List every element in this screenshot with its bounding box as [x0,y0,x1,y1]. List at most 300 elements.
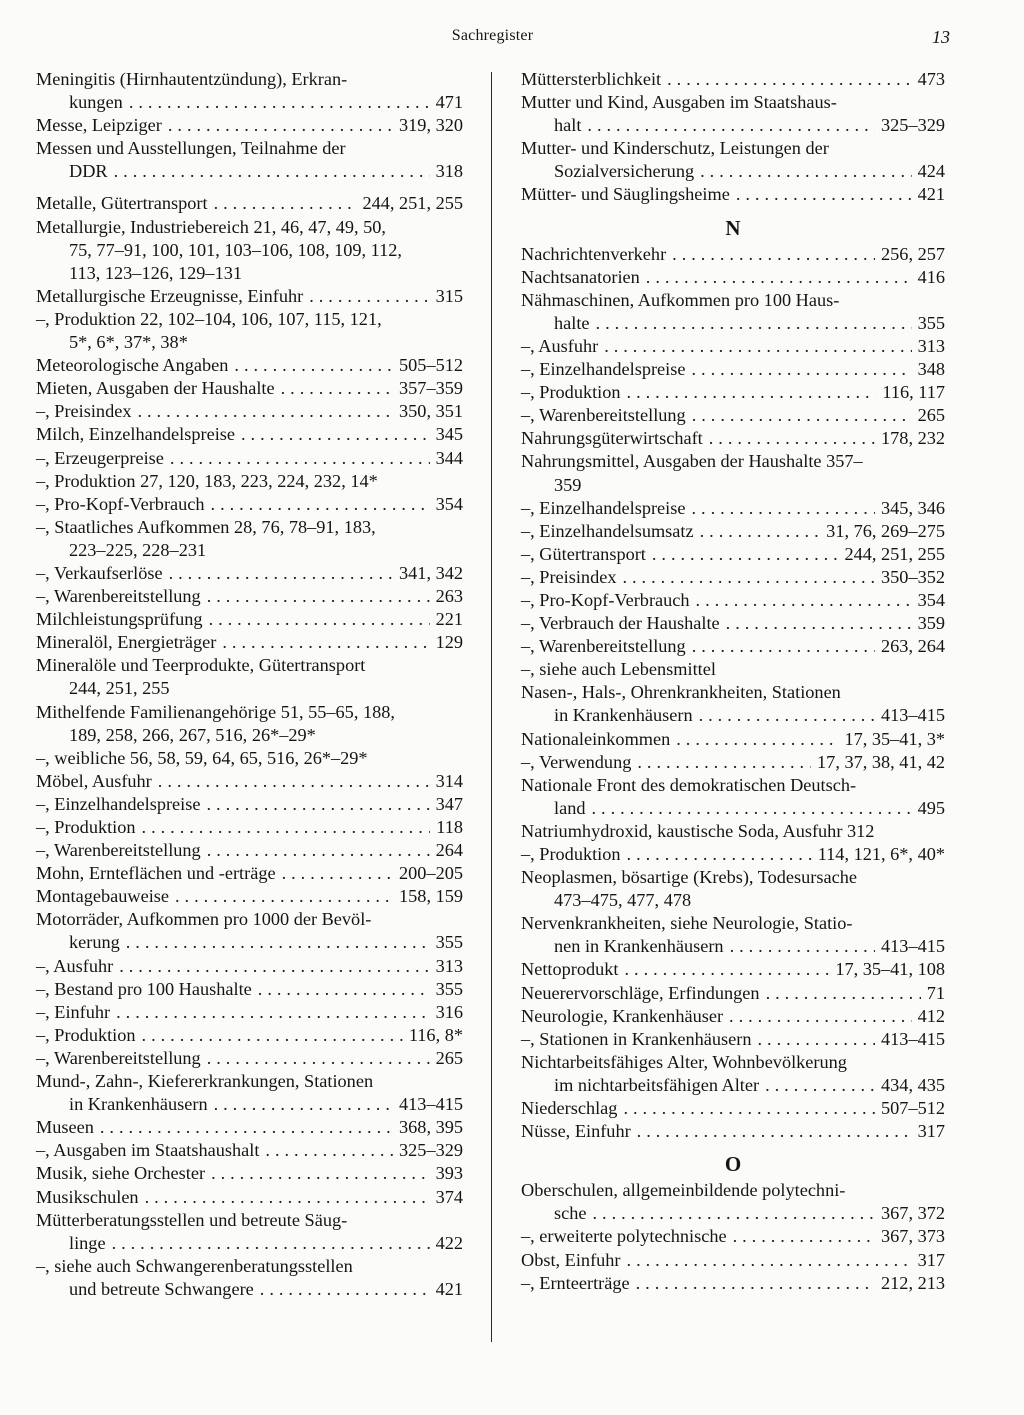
index-entry-pages: 116, 8* [408,1024,463,1045]
index-entry-term: kungen [69,92,123,113]
index-entry [36,839,463,862]
index-entry-pages: 265 [917,405,945,426]
index-entry-continuation [36,1278,463,1301]
dot-leader [158,770,430,793]
index-entry-pages: 178, 232 [881,428,945,449]
dot-leader [604,335,911,358]
index-entry-pages: 318 [435,161,463,182]
index-entry [36,885,463,908]
dot-leader [258,978,430,1001]
index-entry-pages: 317 [917,1121,945,1142]
index-entry-pages: 350–352 [881,566,945,587]
index-entry-pages: 314 [435,770,463,791]
index-entry-pages: 264 [435,840,463,861]
index-entry [36,747,463,770]
index-entry [36,1024,463,1047]
index-entry-continuation [36,539,463,562]
index-entry-pages: 507–512 [881,1098,945,1119]
index-column-right [521,68,945,1295]
index-entry-term: –, Pro-Kopf-Verbrauch [36,493,205,514]
index-entry [36,447,463,470]
index-entry-term: –, Stationen in Krankenhäusern [521,1028,752,1049]
index-entry-term: –, Pro-Kopf-Verbrauch [521,589,690,610]
index-entry-continuation [36,331,463,354]
index-entry-term: Möbel, Ausfuhr [36,770,152,791]
index-entry-term: –, Warenbereitstellung [521,405,686,426]
index-entry-pages: 416 [917,266,945,287]
dot-leader [691,358,911,381]
index-entry [521,866,945,889]
index-entry-term: Natriumhydroxid, kaustische Soda, Ausfuhr 312 [521,820,875,841]
index-entry-continuation [36,262,463,285]
index-entry [521,543,945,566]
index-entry-pages: 421 [435,1278,463,1299]
index-entry-pages: 200–205 [399,863,463,884]
index-entry-term: Motorräder, Aufkommen pro 1000 der Bevöl- [36,909,372,930]
index-entry [36,192,463,215]
index-entry [521,1097,945,1120]
index-entry-pages: 368, 395 [399,1117,463,1138]
index-entry-term: 113, 123–126, 129–131 [69,262,242,283]
dot-leader [692,404,912,427]
index-entry-continuation [521,160,945,183]
index-entry-term: Mutter- und Kinderschutz, Leistungen der [521,138,829,159]
index-entry-term: 359 [554,474,582,495]
index-entry [521,266,945,289]
index-entry [521,335,945,358]
index-entry-term: –, Verbrauch der Haushalte [521,613,720,634]
dot-leader [623,1097,875,1120]
index-entry-term: Neoplasmen, bösartige (Krebs), Todesursache [521,867,857,888]
index-entry-continuation [521,797,945,820]
index-entry-term: –, Ausgaben im Staatshaushalt [36,1140,260,1161]
dot-leader [622,566,875,589]
index-entry-pages: 393 [435,1163,463,1184]
index-entry-pages: 348 [917,359,945,380]
index-entry-pages: 116, 117 [882,382,945,403]
index-entry-term: Montagebauweise [36,886,170,907]
dot-leader [168,114,393,137]
index-entry-term: –, Verwendung [521,751,632,772]
index-entry-term: nen in Krankenhäusern [554,936,724,957]
index-entry [521,358,945,381]
index-entry [521,289,945,312]
index-entry-pages: 412 [917,1005,945,1026]
index-entry-pages: 374 [435,1186,463,1207]
section-letter-heading: O [724,1152,742,1177]
index-entry [36,1116,463,1139]
index-entry-term: Musikschulen [36,1186,139,1207]
dot-leader [591,797,911,820]
index-entry-term: land [554,797,586,818]
index-entry-pages: 256, 257 [881,243,945,264]
index-entry-term: –, Gütertransport [521,543,646,564]
index-entry [521,497,945,520]
index-entry [521,566,945,589]
index-entry [521,958,945,981]
index-entry-continuation [521,114,945,137]
index-entry [36,216,463,239]
index-entry [521,427,945,450]
index-entry-pages: 31, 76, 269–275 [826,520,945,541]
dot-leader [169,562,393,585]
index-entry-term: –, Staatliches Aufkommen 28, 76, 78–91, 183, [36,516,376,537]
index-entry-term: halte [554,312,590,333]
index-entry-pages: 413–415 [881,705,945,726]
index-entry-term: Nahrungsgüterwirtschaft [521,428,703,449]
index-entry [521,843,945,866]
index-entry [521,728,945,751]
index-entry-term: Meningitis (Hirnhautentzündung), Erkran- [36,69,348,89]
dot-leader [211,493,430,516]
index-entry-term: –, Erzeugerpreise [36,447,164,468]
index-entry [521,774,945,797]
dot-leader [587,114,875,137]
index-entry-pages: 424 [917,161,945,182]
dot-leader [627,1249,912,1272]
index-entry-pages: 413–415 [881,936,945,957]
index-entry-term: Nüsse, Einfuhr [521,1121,631,1142]
index-entry-pages: 221 [435,609,463,630]
index-entry [36,1186,463,1209]
index-entry [36,770,463,793]
index-entry-pages: 421 [917,184,945,205]
index-entry-term: –, Bestand pro 100 Haushalte [36,978,252,999]
index-entry-pages: 367, 372 [881,1203,945,1224]
index-entry-term: Nachrichtenverkehr [521,243,667,264]
index-entry-term: Museen [36,1117,94,1138]
dot-leader [652,543,839,566]
index-entry-term: Milchleistungsprüfung [36,609,203,630]
index-entry [521,1249,945,1272]
index-entry-continuation [36,931,463,954]
index-entry [36,562,463,585]
index-entry-term: –, siehe auch Schwangerenberatungsstellen [36,1255,353,1276]
index-entry-term: in Krankenhäusern [69,1094,208,1115]
index-entry-pages: 413–415 [399,1094,463,1115]
index-entry-term: Milch, Einzelhandelspreise [36,424,235,445]
index-entry [36,1255,463,1278]
index-entry-term: Metallurgische Erzeugnisse, Einfuhr [36,285,304,306]
index-entry-term: Mithelfende Familienangehörige 51, 55–65, 188, [36,701,395,722]
index-entry-pages: 341, 342 [399,562,463,583]
index-entry-term: –, Preisindex [521,566,617,587]
index-entry-term: –, Einfuhr [36,1001,111,1022]
index-entry [36,308,463,331]
dot-leader [282,862,393,885]
index-entry [36,493,463,516]
index-entry-pages: 316 [435,1001,463,1022]
dot-leader [211,1162,430,1185]
index-entry-pages: 347 [435,793,463,814]
index-entry-term: Nationale Front des demokratischen Deutsch- [521,774,857,795]
index-entry-term: Neuerervorschläge, Erfindungen [521,982,760,1003]
index-entry [521,1179,945,1202]
dot-leader [145,1186,430,1209]
index-entry [521,1028,945,1051]
dot-leader [281,377,393,400]
index-entry-continuation [36,724,463,747]
index-entry-pages: 505–512 [399,355,463,376]
dot-leader [100,1116,393,1139]
index-entry-pages: 325–329 [881,115,945,136]
index-entry [36,114,463,137]
dot-leader [736,183,912,206]
dot-leader [116,1001,429,1024]
index-entry [36,516,463,539]
index-entry [36,1001,463,1024]
index-entry-pages: 354 [435,493,463,514]
index-entry-term: Messen und Ausstellungen, Teilnahme der [36,138,346,159]
index-entry-term: Mineralöl, Energieträger [36,632,217,653]
dot-leader [646,266,912,289]
index-entry-pages: 118 [436,817,463,837]
index-entry [36,862,463,885]
index-entry-term: –, Produktion [521,382,621,403]
index-entry-term: Nationaleinkommen [521,728,671,749]
index-entry-continuation [521,474,945,497]
index-entry-term: Meteorologische Angaben [36,355,229,376]
index-entry-pages: 367, 373 [881,1226,945,1247]
index-entry-pages: 355 [435,932,463,953]
dot-leader [129,91,430,114]
section-letter-heading: N [725,215,741,240]
index-entry [521,635,945,658]
dot-leader [260,1278,430,1301]
dot-leader [142,816,431,839]
index-entry-term: –, Preisindex [36,401,132,422]
index-entry-term: Oberschulen, allgemeinbildende polytechni- [521,1180,846,1201]
index-entry [521,589,945,612]
index-entry-pages: 355 [917,312,945,333]
index-entry-pages: 344 [435,447,463,468]
index-entry-term: Mineralöle und Teerprodukte, Gütertransport [36,655,366,676]
running-header-title: Sachregister [451,27,534,44]
index-entry-pages: 413–415 [881,1028,945,1049]
index-entry-term: Mund-, Zahn-, Kiefererkrankungen, Stationen [36,1071,374,1092]
dot-leader [758,1028,876,1051]
dot-leader [175,885,393,908]
index-entry-term: sche [554,1203,587,1224]
index-entry-term: –, Verkaufserlöse [36,562,163,583]
index-entry-pages: 263, 264 [881,636,945,657]
index-entry-term: kerung [69,932,120,953]
dot-leader [592,1202,875,1225]
index-entry-pages: 265 [435,1047,463,1068]
index-entry [36,978,463,1001]
index-entry-continuation [36,1232,463,1255]
dot-leader [207,585,430,608]
index-entry-pages: 345, 346 [881,497,945,518]
index-entry-pages: 359 [917,613,945,634]
index-entry-pages: 17, 37, 38, 41, 42 [817,751,945,772]
index-entry-term: –, Produktion 22, 102–104, 106, 107, 115, 121, [36,308,382,329]
index-entry-pages: 315 [435,285,463,306]
dot-leader [730,935,875,958]
index-entry [521,1225,945,1248]
index-entry [521,1120,945,1143]
index-entry-term: Neurologie, Krankenhäuser [521,1005,724,1026]
index-entry-term: Sozialversicherung [554,161,695,182]
index-entry-term: –, Ausfuhr [521,335,599,356]
index-entry-pages: 434, 435 [881,1074,945,1095]
index-entry-term: –, Einzelhandelsumsatz [521,520,694,541]
index-entry [36,816,463,839]
index-entry-term: –, weibliche 56, 58, 59, 64, 65, 516, 26*–29* [36,747,368,768]
dot-leader [766,982,921,1005]
index-entry-term: im nichtarbeitsfähigen Alter [554,1074,760,1095]
index-entry-term: –, Warenbereitstellung [36,840,201,861]
index-entry-term: Niederschlag [521,1098,618,1119]
index-entry-term: Nettoprodukt [521,959,619,980]
dot-leader [209,608,430,631]
dot-leader [596,312,912,335]
index-entry [521,137,945,160]
index-entry-pages: 354 [917,589,945,610]
dot-leader [241,423,430,446]
index-entry-term: Mieten, Ausgaben der Haushalte [36,378,275,399]
index-entry-pages: 350, 351 [399,401,463,422]
index-entry-continuation [36,91,463,114]
dot-leader [726,612,912,635]
index-entry-pages: 357–359 [399,378,463,399]
dot-leader [309,285,429,308]
index-entry-pages: 17, 35–41, 108 [835,959,945,980]
dot-leader [206,793,429,816]
index-entry-term: DDR [69,161,108,182]
dot-leader [637,751,811,774]
dot-leader [142,1024,403,1047]
dot-leader [692,635,875,658]
index-entry-continuation [36,239,463,262]
index-entry [36,793,463,816]
index-entry [36,631,463,654]
index-entry-continuation [36,677,463,700]
index-entry-term: –, Warenbereitstellung [521,636,686,657]
dot-leader [672,243,875,266]
index-entry [36,68,463,91]
index-entry-pages: 313 [917,335,945,356]
column-divider [491,72,492,1342]
index-entry-term: Obst, Einfuhr [521,1249,621,1270]
index-entry-pages: 17, 35–41, 3* [844,728,945,749]
index-entry-continuation [521,889,945,912]
index-entry-pages: 244, 251, 255 [844,543,945,564]
index-entry [521,1005,945,1028]
index-entry [521,91,945,114]
index-entry-term: Metallurgie, Industriebereich 21, 46, 47, 49, 50, [36,216,386,237]
dot-leader [207,839,430,862]
index-entry [36,1047,463,1070]
dot-leader [691,497,875,520]
index-entry [36,908,463,931]
index-entry [521,450,945,473]
index-entry [36,701,463,724]
index-entry-term: 75, 77–91, 100, 101, 103–106, 108, 109, 112, [69,239,402,260]
index-entry-term: –, siehe auch Lebensmittel [521,659,716,680]
index-entry-term: –, Ernteerträge [521,1272,630,1293]
index-entry-continuation [521,704,945,727]
dot-leader [114,160,430,183]
index-entry-term: und betreute Schwangere [69,1278,254,1299]
dot-leader [729,1005,912,1028]
dot-leader [627,381,877,404]
index-entry-continuation [521,1202,945,1225]
index-entry [36,377,463,400]
index-entry [36,1162,463,1185]
index-entry-pages: 313 [435,955,463,976]
index-column-left [36,68,463,1301]
dot-leader [696,589,912,612]
index-entry-pages: 244, 251, 255 [362,193,463,214]
index-entry-term: –, Einzelhandelspreise [521,359,686,380]
index-entry [36,423,463,446]
index-entry [521,1272,945,1295]
index-entry-pages: 158, 159 [399,886,463,907]
index-entry [521,520,945,543]
dot-leader [119,955,429,978]
index-entry-term: –, Produktion [36,1024,136,1045]
index-entry [36,137,463,160]
index-entry [521,381,945,404]
index-entry-term: Nähmaschinen, Aufkommen pro 100 Haus- [521,289,840,310]
index-entry-continuation [36,160,463,183]
index-entry-term: –, Produktion [521,844,621,864]
index-entry-term: Mütterberatungsstellen und betreute Säug- [36,1209,348,1230]
index-entry-term: –, erweiterte polytechnische [521,1226,727,1247]
index-entry [521,820,945,843]
dot-leader [625,958,830,981]
dot-leader [699,704,875,727]
index-entry-term: 223–225, 228–231 [69,539,207,560]
index-entry-term: –, Warenbereitstellung [36,586,201,607]
index-entry-term: Müttersterblichkeit [521,69,662,89]
dot-leader [667,68,911,91]
dot-leader [700,520,821,543]
index-entry-term: –, Einzelhandelspreise [36,793,201,814]
index-entry-term: 5*, 6*, 37*, 38* [69,332,188,353]
dot-leader [214,192,357,215]
page-number: 13 [932,27,950,47]
index-entry-term: –, Ausfuhr [36,955,114,976]
index-entry [36,654,463,677]
index-entry-term: Mutter und Kind, Ausgaben im Staatshaus- [521,92,837,113]
index-entry-pages: 114, 121, 6*, 40* [817,844,945,864]
index-entry [521,1051,945,1074]
dot-leader [214,1093,393,1116]
index-entry-pages: 471 [435,92,463,113]
index-entry-term: Nichtarbeitsfähiges Alter, Wohnbevölkerung [521,1051,847,1072]
index-entry-term: Musik, siehe Orchester [36,1163,206,1184]
dot-leader [234,354,393,377]
index-entry [521,404,945,427]
index-entry [36,470,463,493]
index-entry-term: in Krankenhäusern [554,705,693,726]
index-entry [521,982,945,1005]
index-entry-term: Nahrungsmittel, Ausgaben der Haushalte 357– [521,451,863,472]
index-entry-term: halt [554,115,582,136]
index-entry-term: 189, 258, 266, 267, 516, 26*–29* [69,724,316,745]
dot-leader [676,728,838,751]
dot-leader [265,1139,393,1162]
index-entry-term: –, Einzelhandelspreise [521,497,686,518]
index-entry-pages: 422 [435,1232,463,1253]
index-entry-continuation [521,1074,945,1097]
dot-leader [112,1232,430,1255]
dot-leader [137,400,393,423]
index-entry-term: Messe, Leipziger [36,115,162,136]
index-entry [36,1070,463,1093]
